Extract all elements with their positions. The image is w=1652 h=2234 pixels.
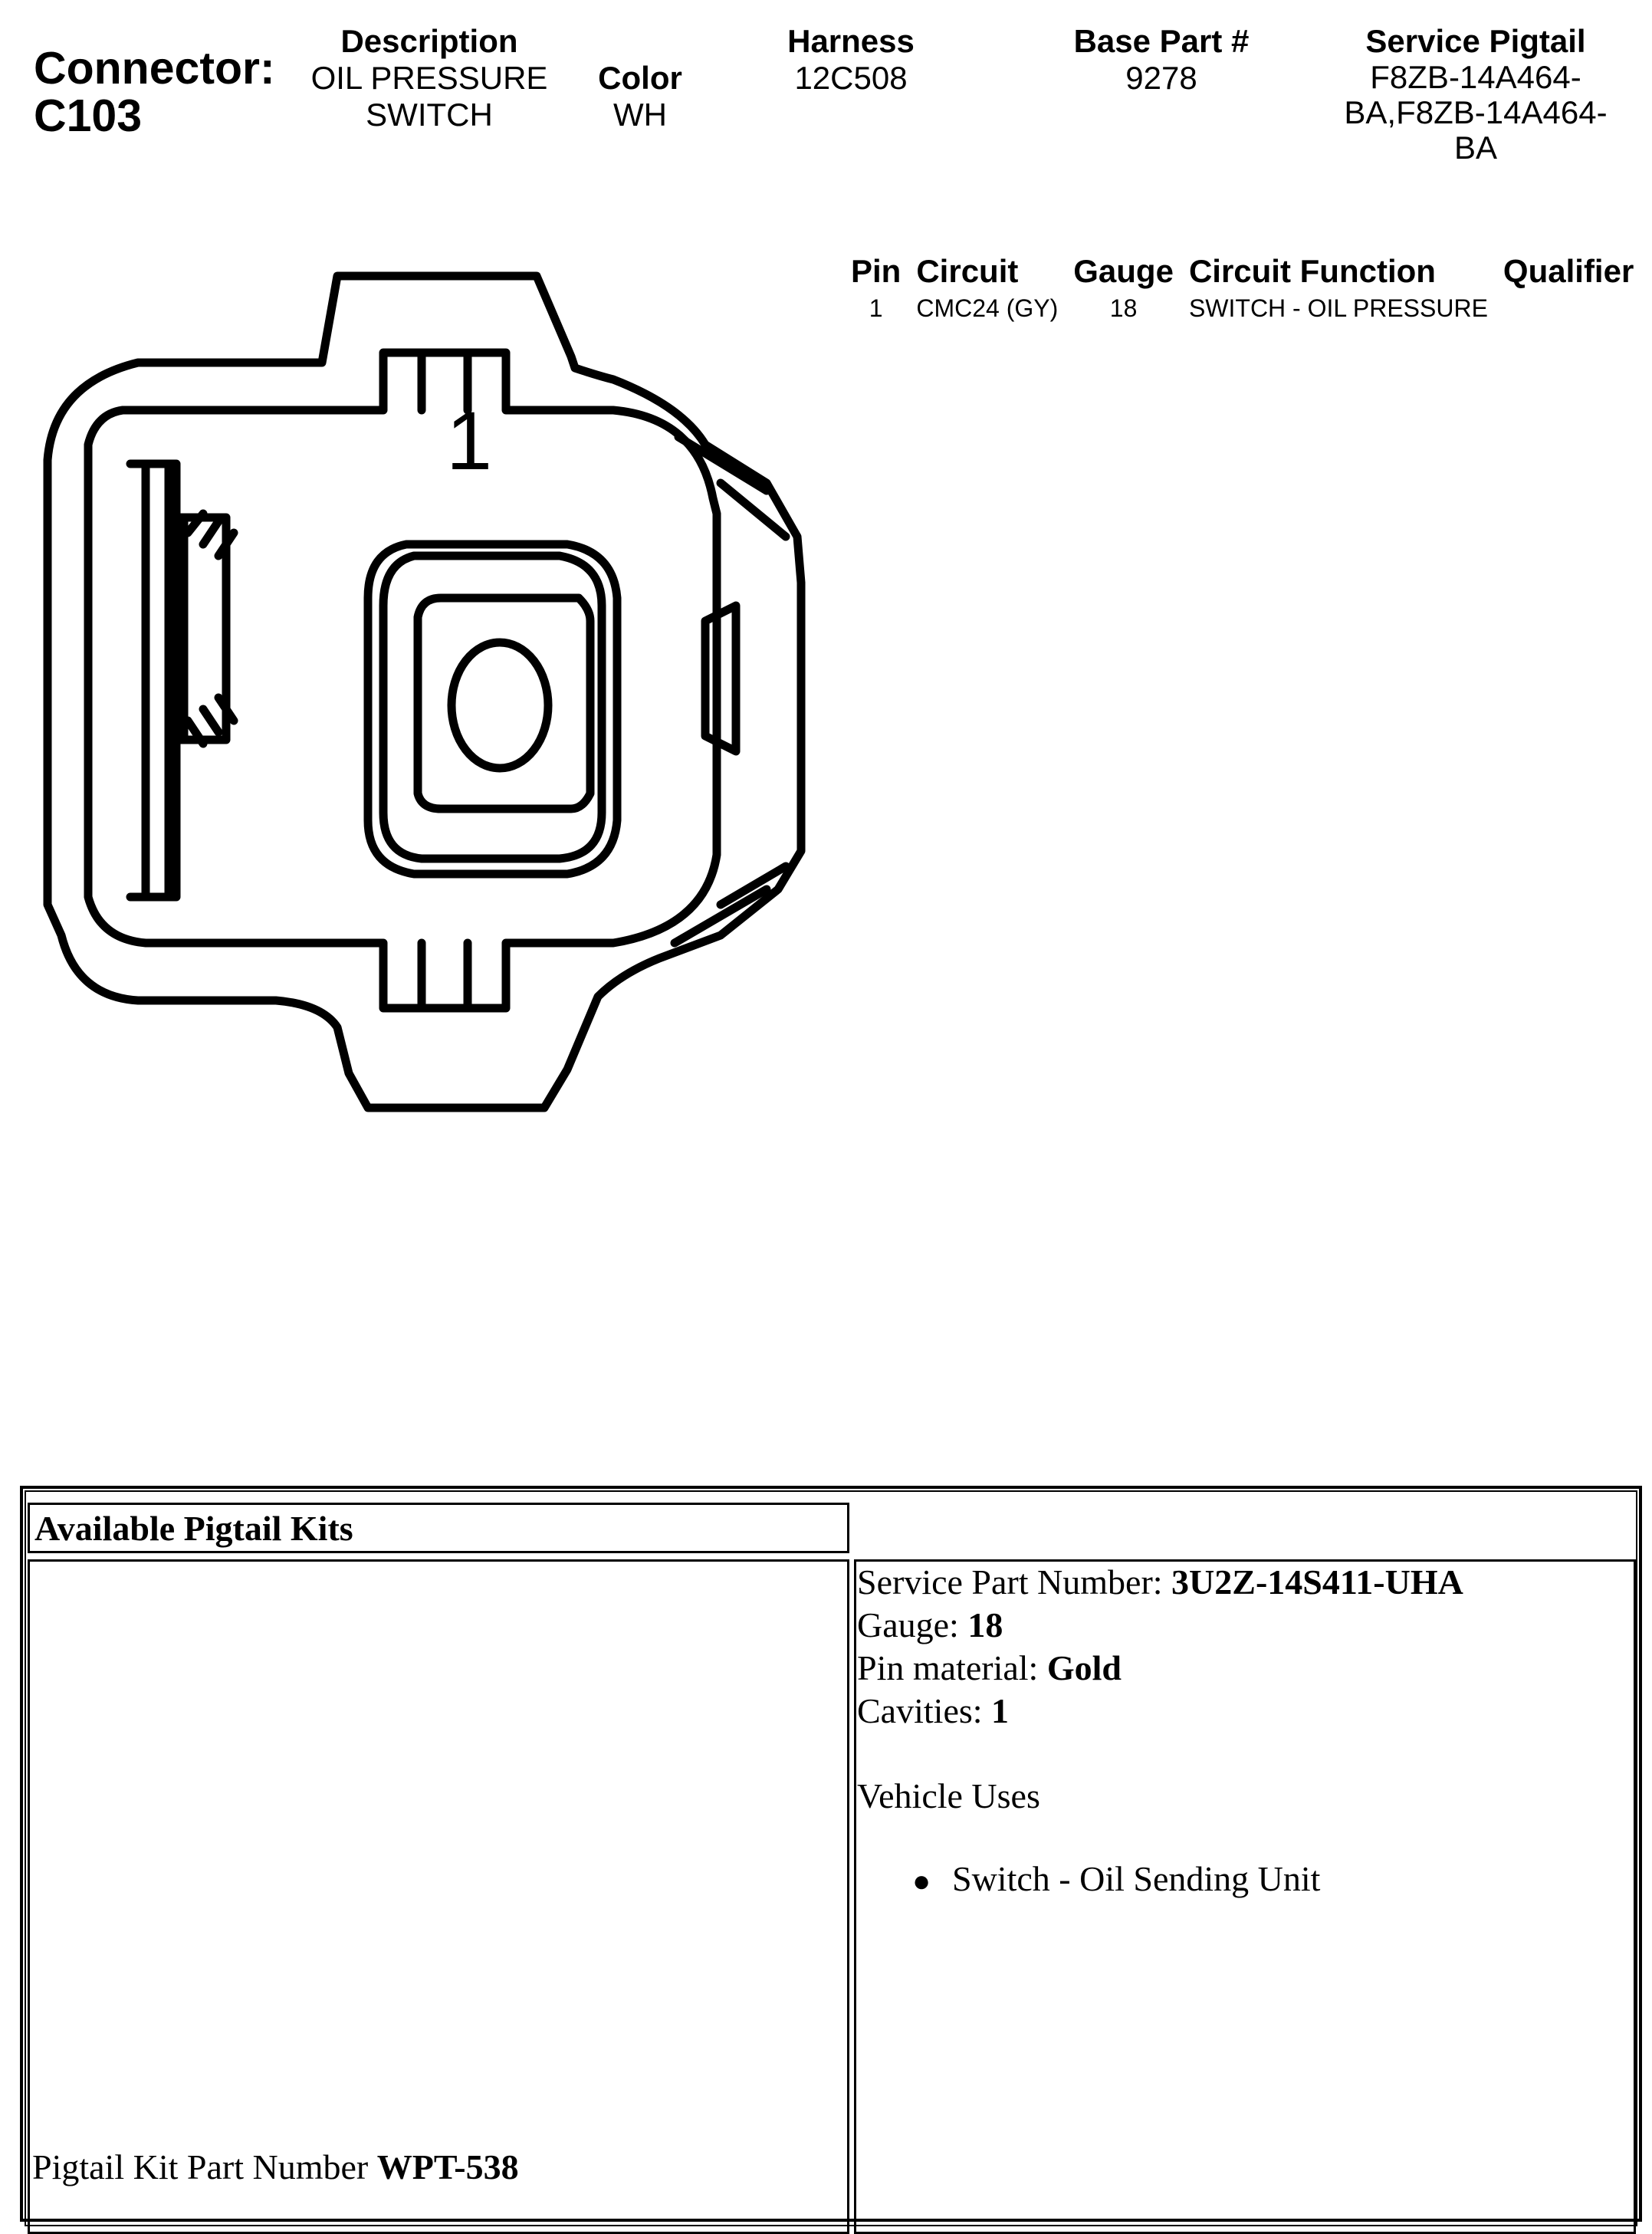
service-pigtail-line2: BA,F8ZB-14A464- <box>1344 94 1608 130</box>
qualifier-cell <box>1496 294 1641 323</box>
harness-column <box>755 23 947 97</box>
pin-cell: 1 <box>869 294 883 322</box>
color-column <box>579 60 701 133</box>
kit-part-value: WPT-538 <box>376 2147 519 2186</box>
gauge-header: Gauge <box>1073 253 1174 289</box>
cavity-inner <box>418 598 590 809</box>
gauge-line <box>857 1604 1463 1647</box>
circuit-cell: CMC24 (GY) <box>916 294 1059 322</box>
cavities-value: 1 <box>991 1691 1010 1730</box>
list-item <box>912 1858 1320 1899</box>
pin-1-label: 1 <box>445 394 493 487</box>
circuit-function-header: Circuit Function <box>1188 253 1436 289</box>
description-column <box>295 23 563 133</box>
gauge-value: 18 <box>967 1605 1003 1644</box>
color-header: Color <box>598 60 682 96</box>
service-part-label: Service Part Number: <box>857 1562 1172 1602</box>
vehicle-uses-list <box>912 1858 1320 1899</box>
pin-1-oval <box>452 642 548 768</box>
vehicle-uses-label: Vehicle Uses <box>857 1776 1040 1815</box>
connector-right-rib <box>675 437 786 943</box>
base-part-value: 9278 <box>1125 60 1197 96</box>
pin-header: Pin <box>851 253 902 289</box>
description-line1: OIL PRESSURE <box>310 60 548 96</box>
base-part-header: Base Part # <box>1073 23 1250 59</box>
connector-id: C103 <box>34 90 143 141</box>
pin-table-header-row <box>843 253 1641 294</box>
service-pigtail-header: Service Pigtail <box>1365 23 1586 59</box>
connector-label: Connector: <box>34 43 275 94</box>
bullet-icon: ● <box>912 1864 931 1898</box>
service-part-value: 3U2Z-14S411-UHA <box>1171 1562 1463 1602</box>
circuit-header: Circuit <box>916 253 1019 289</box>
pigtail-kit-details <box>857 1561 1463 1733</box>
harness-header: Harness <box>787 23 915 59</box>
cavities-line <box>857 1690 1463 1733</box>
pin-material-line <box>857 1647 1463 1690</box>
cavities-label: Cavities: <box>857 1691 992 1730</box>
pigtail-kits-title: Available Pigtail Kits <box>28 1503 849 1553</box>
kit-part-label: Pigtail Kit Part Number <box>32 2147 377 2186</box>
pigtail-kit-left-cell <box>28 1559 849 2234</box>
service-part-number-line <box>857 1561 1463 1604</box>
service-pigtail-line3: BA <box>1453 130 1498 166</box>
service-pigtail-column <box>1322 23 1629 166</box>
circuit-function-cell: SWITCH - OIL PRESSURE <box>1188 294 1488 322</box>
gauge-cell: 18 <box>1109 294 1138 322</box>
connector-left-key <box>130 464 176 897</box>
vehicle-use-text: Switch - Oil Sending Unit <box>952 1859 1321 1898</box>
qualifier-header: Qualifier <box>1503 253 1634 289</box>
harness-value: 12C508 <box>794 60 908 96</box>
pin-material-label: Pin material: <box>857 1648 1047 1687</box>
base-part-column <box>1046 23 1276 97</box>
service-pigtail-line1: F8ZB-14A464- <box>1370 59 1581 95</box>
gauge-label: Gauge: <box>857 1605 968 1644</box>
color-value: WH <box>613 97 667 133</box>
description-header: Description <box>340 23 518 59</box>
pin-table <box>843 253 1641 323</box>
pin-material-value: Gold <box>1046 1648 1122 1687</box>
description-line2: SWITCH <box>366 97 493 133</box>
table-row <box>843 294 1641 323</box>
pigtail-kit-part-number <box>32 2147 519 2187</box>
connector-title <box>34 44 275 140</box>
